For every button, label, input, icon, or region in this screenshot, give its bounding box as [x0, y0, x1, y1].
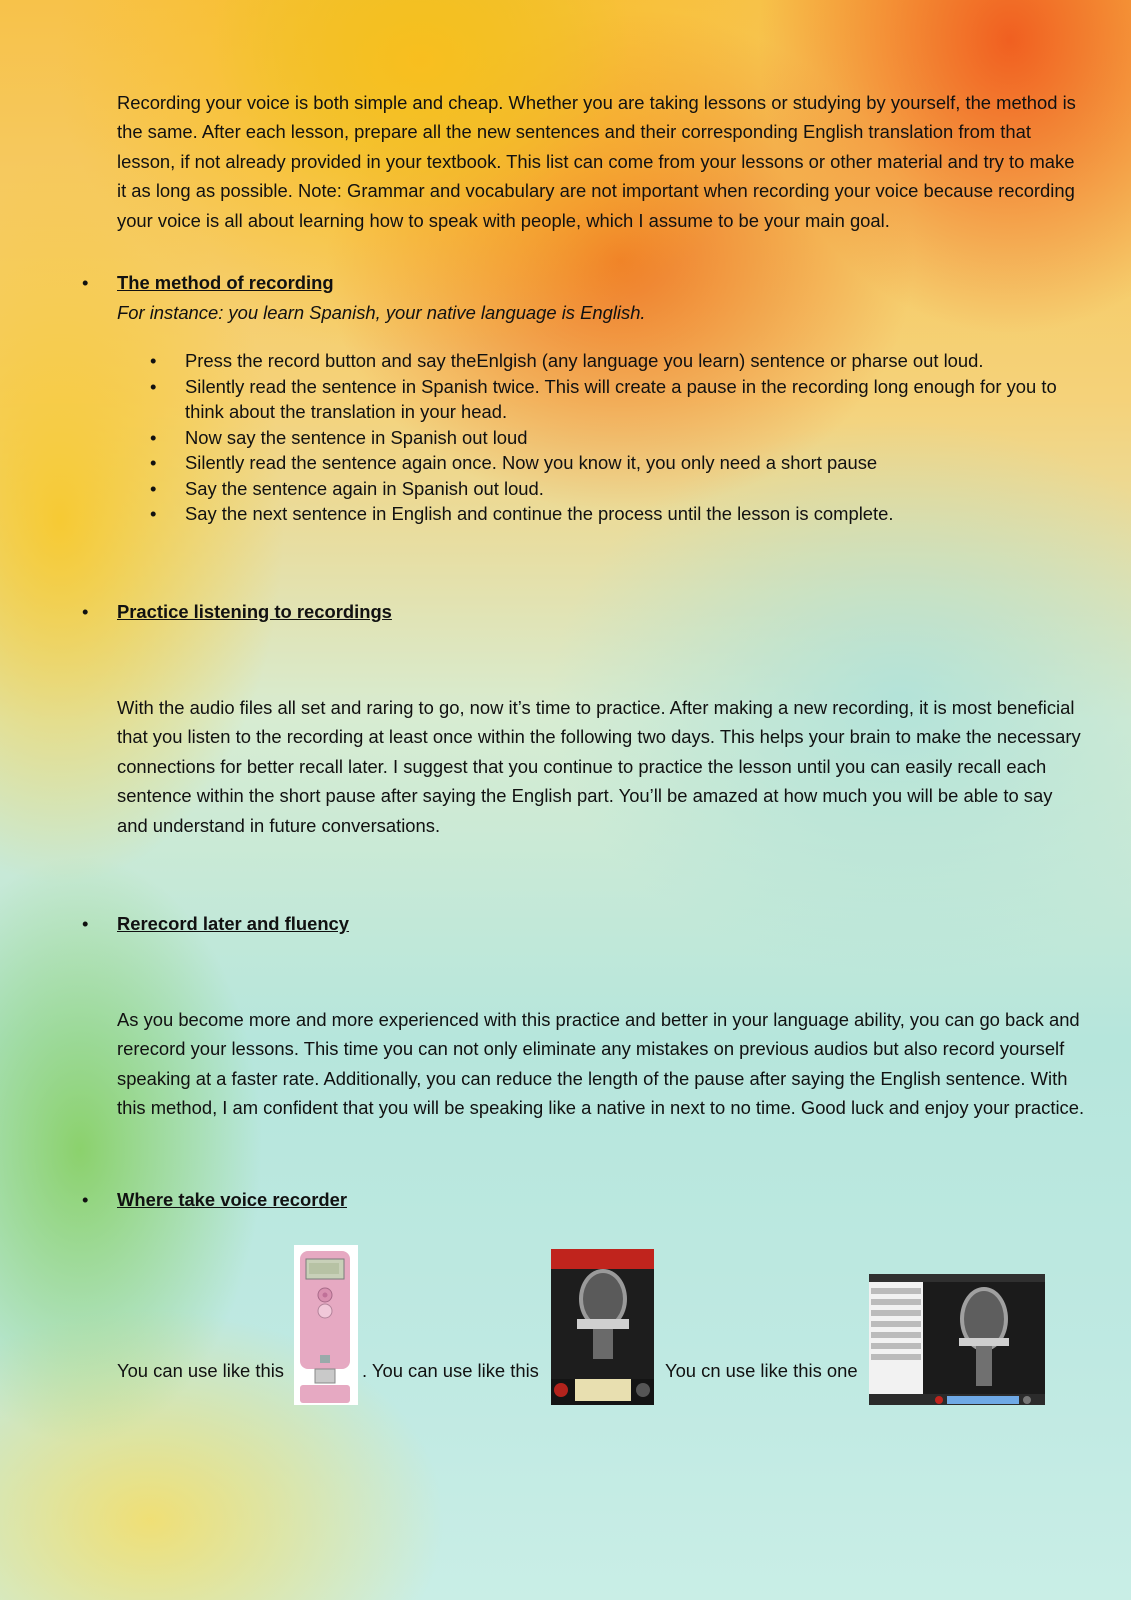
ipad-voice-recorder-app-image: [869, 1274, 1045, 1405]
bullet-icon: •: [82, 272, 89, 293]
section-title-method: The method of recording: [117, 272, 334, 293]
list-item: • Silently read the sentence in Spanish twice. This will create a pause in the recording long enough for you to think about the translation in your head.: [150, 375, 1057, 422]
method-steps-list: [150, 348, 1080, 527]
bullet-icon: •: [150, 503, 157, 524]
list-item: • Press the record button and say theEnlgish (any language you learn) sentence or pharse out loud.: [150, 348, 1080, 374]
bullet-icon: •: [82, 1189, 89, 1210]
iphone-voice-memo-app-image: [551, 1249, 654, 1405]
bullet-icon: •: [150, 426, 157, 448]
list-item: • Now say the sentence in Spanish out loud: [150, 425, 1080, 451]
pink-usb-voice-recorder-image: [294, 1245, 358, 1405]
bullet-icon: •: [150, 350, 157, 371]
bullet-icon: •: [150, 477, 157, 499]
bullet-icon: •: [150, 452, 157, 473]
list-item: • Say the next sentence in English and continue the process until the lesson is complete.: [150, 501, 1080, 527]
bullet-icon: •: [82, 913, 89, 934]
rerecord-paragraph: As you become more and more experienced with this practice and better in your language ability, you can go back and rerecord your lessons. This time you can not only eliminate any mistakes on previous audios but also record yourself speaking at a faster rate. Additionally, you can reduce the length of the pause after saying the English sentence. With this method, I am confident that you will be speaking like a native in next to no time. Good luck and enjoy your practice.: [117, 1009, 1085, 1119]
bullet-icon: •: [150, 375, 157, 397]
list-item: • Silently read the sentence again once. Now you know it, you only need a short pause: [150, 450, 1080, 476]
practice-paragraph: With the audio files all set and raring to go, now it’s time to practice. After making a new recording, it is most beneficial that you listen to the recording at least once within the following two days. This helps your brain to make the necessary connections for better recall later. I suggest that you continue to practice the lesson until you can easily recall each sentence within the short pause after saying the English part. You’ll be amazed at how much you will be able to say and understand in future conversations.: [117, 697, 1081, 836]
intro-paragraph: Recording your voice is both simple and cheap. Whether you are taking lessons or studying by yourself, the method is the same. After each lesson, prepare all the new sentences and their corresponding English translation from that lesson, if not already provided in your textbook. This list can come from your lessons or other material and try to make it as long as possible. Note: Grammar and vocabulary are not important when recording your voice because recording your voice is all about learning how to speak with people, which I assume to be your main goal.: [117, 92, 1076, 231]
recorder-label-3: You cn use like this one: [665, 1360, 858, 1381]
recorder-label-2: . You can use like this: [362, 1360, 539, 1381]
section-title-practice: Practice listening to recordings: [117, 601, 392, 622]
recorder-label-1: You can use like this: [117, 1360, 284, 1381]
bullet-icon: •: [82, 601, 89, 622]
section-title-rerecord: Rerecord later and fluency: [117, 913, 350, 934]
recorder-examples-row: [117, 1245, 1117, 1415]
section-title-recorder: Where take voice recorder: [117, 1189, 347, 1210]
list-item: • Say the sentence again in Spanish out loud.: [150, 476, 1080, 502]
method-note: For instance: you learn Spanish, your native language is English.: [117, 302, 646, 323]
